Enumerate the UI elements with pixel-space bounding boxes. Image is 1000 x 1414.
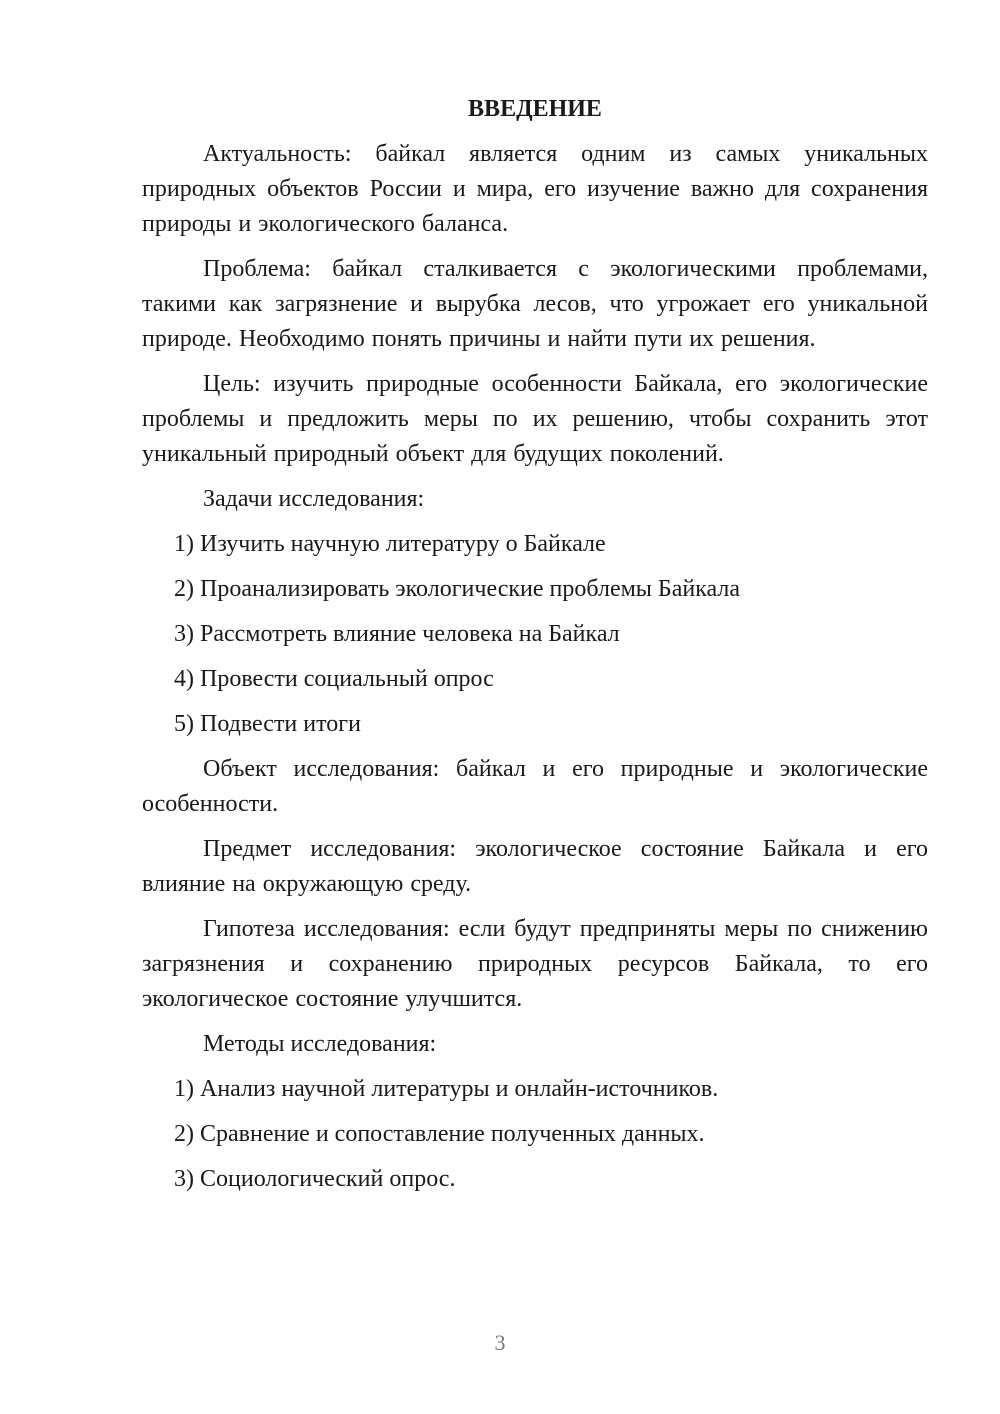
- list-item: 2) Проанализировать экологические проблемы Байкала: [174, 576, 740, 602]
- page-content: [142, 92, 928, 1207]
- methods-heading: Методы исследования:: [203, 1031, 437, 1057]
- list-item: 3) Социологический опрос.: [174, 1166, 456, 1192]
- tasks-heading: Задачи исследования:: [203, 486, 425, 512]
- list-item: 4) Провести социальный опрос: [174, 666, 494, 692]
- tasks-list: [142, 527, 928, 742]
- section-title: ВВЕДЕНИЕ: [468, 96, 602, 122]
- object-paragraph: Объект исследования: байкал и его природные и экологические особенности.: [142, 756, 928, 817]
- page-number: 3: [494, 1330, 506, 1355]
- relevance-paragraph: Актуальность: байкал является одним из самых уникальных природных объектов России и мира, его изучение важно для сохранения природы и экологического баланса.: [142, 141, 928, 237]
- list-item: 2) Сравнение и сопоставление полученных данных.: [174, 1121, 705, 1147]
- list-item: 1) Изучить научную литературу о Байкале: [174, 531, 606, 557]
- list-item: 1) Анализ научной литературы и онлайн-источников.: [174, 1076, 719, 1102]
- subject-paragraph: Предмет исследования: экологическое состояние Байкала и его влияние на окружающую среду.: [142, 836, 928, 897]
- problem-paragraph: Проблема: байкал сталкивается с экологическими проблемами, такими как загрязнение и вырубка лесов, что угрожает его уникальной природе. Необходимо понять причины и найти пути их решения.: [142, 256, 928, 352]
- list-item: 3) Рассмотреть влияние человека на Байкал: [174, 621, 620, 647]
- goal-paragraph: Цель: изучить природные особенности Байкала, его экологические проблемы и предложить меры по их решению, чтобы сохранить этот уникальный природный объект для будущих поколений.: [142, 371, 928, 467]
- list-item: 5) Подвести итоги: [174, 711, 361, 737]
- hypothesis-paragraph: Гипотеза исследования: если будут предприняты меры по снижению загрязнения и сохранению природных ресурсов Байкала, то его экологическое состояние улучшится.: [142, 916, 928, 1012]
- methods-list: [142, 1072, 928, 1197]
